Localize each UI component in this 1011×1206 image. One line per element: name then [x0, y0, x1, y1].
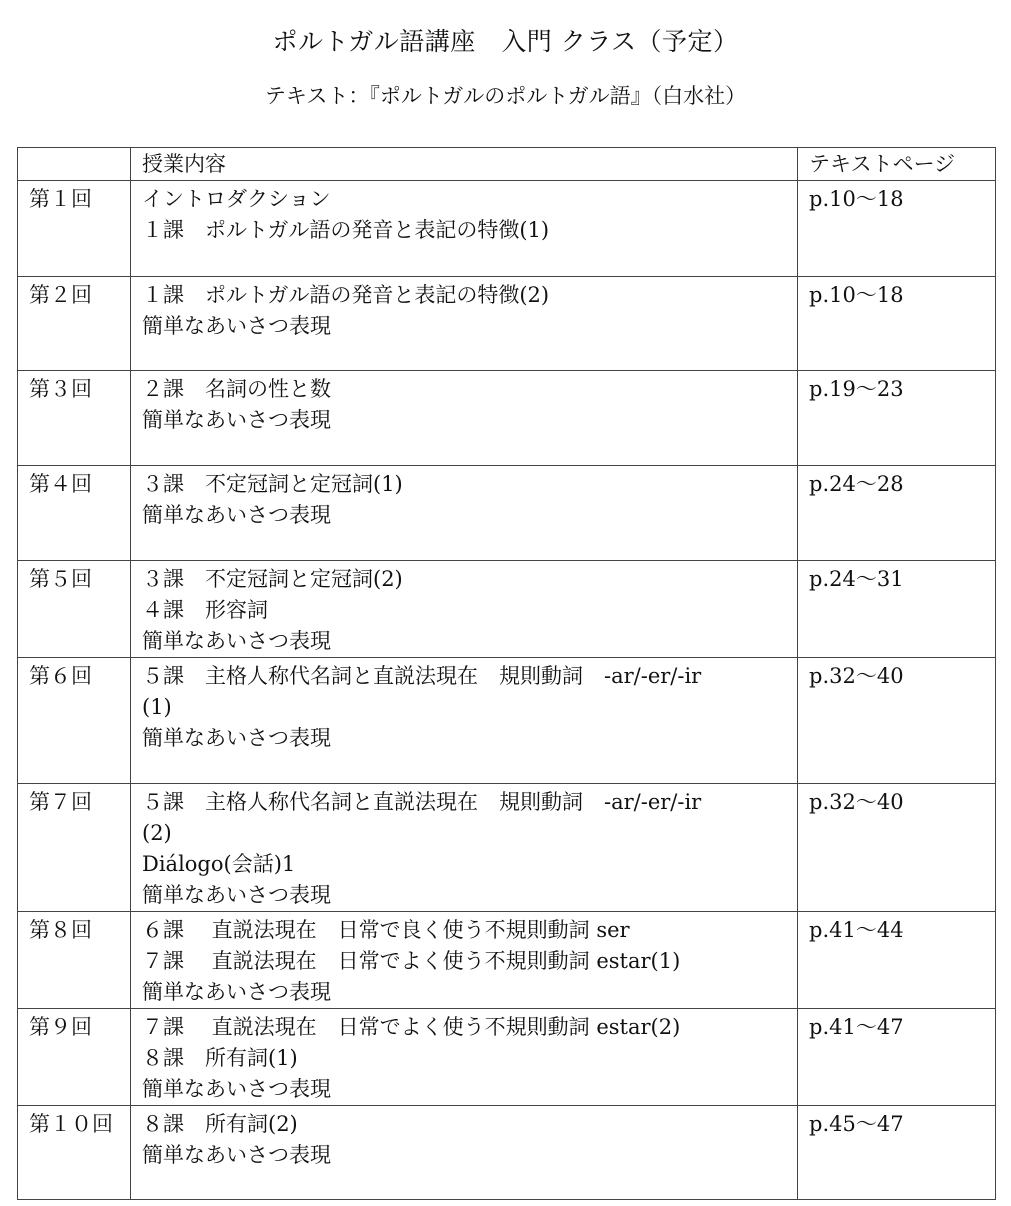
content-line: 簡単なあいさつ表現 — [142, 1077, 331, 1101]
session-cell: 第５回 — [18, 561, 131, 658]
content-line: ５課 主格人称代名詞と直説法現在 規則動詞 -ar/-er/-ir — [142, 790, 702, 814]
content-line: ７課 直説法現在 日常でよく使う不規則動詞 estar(1) — [142, 949, 681, 973]
content-cell — [131, 181, 798, 277]
session-cell: 第２回 — [18, 277, 131, 371]
content-cell — [131, 784, 798, 912]
pages-cell: p.41～44 — [798, 912, 996, 1009]
content-line: 簡単なあいさつ表現 — [142, 503, 331, 527]
pages-cell: p.32～40 — [798, 784, 996, 912]
content-line: 簡単なあいさつ表現 — [142, 629, 331, 653]
table-row — [18, 1106, 996, 1200]
content-line: ４課 形容詞 — [142, 598, 268, 622]
table-row — [18, 466, 996, 561]
content-cell — [131, 561, 798, 658]
table-row — [18, 371, 996, 466]
content-cell — [131, 371, 798, 466]
content-line: Diálogo(会話)1 — [142, 852, 296, 876]
schedule-table — [17, 147, 996, 1200]
header-session — [18, 148, 131, 181]
header-content: 授業内容 — [131, 148, 798, 181]
session-cell: 第１回 — [18, 181, 131, 277]
content-line: イントロダクション — [142, 187, 331, 211]
table-row — [18, 658, 996, 784]
content-line: １課 ポルトガル語の発音と表記の特徴(1) — [142, 218, 550, 242]
header-pages: テキストページ — [798, 148, 996, 181]
content-line: ５課 主格人称代名詞と直説法現在 規則動詞 -ar/-er/-ir — [142, 664, 702, 688]
content-cell — [131, 1106, 798, 1200]
content-line: ６課 直説法現在 日常で良く使う不規則動詞 ser — [142, 918, 630, 942]
pages-cell: p.24～28 — [798, 466, 996, 561]
table-row — [18, 912, 996, 1009]
content-line: ２課 名詞の性と数 — [142, 377, 331, 401]
table-row — [18, 1009, 996, 1106]
session-cell: 第１０回 — [18, 1106, 131, 1200]
pages-cell: p.45～47 — [798, 1106, 996, 1200]
session-cell: 第７回 — [18, 784, 131, 912]
content-line: 簡単なあいさつ表現 — [142, 314, 331, 338]
content-cell — [131, 658, 798, 784]
table-row — [18, 784, 996, 912]
session-cell: 第６回 — [18, 658, 131, 784]
content-line: ３課 不定冠詞と定冠詞(1) — [142, 472, 403, 496]
content-line: ８課 所有詞(2) — [142, 1112, 298, 1136]
content-line: (2) — [142, 821, 172, 845]
content-line: ７課 直説法現在 日常でよく使う不規則動詞 estar(2) — [142, 1015, 681, 1039]
pages-cell: p.24～31 — [798, 561, 996, 658]
pages-cell: p.10～18 — [798, 277, 996, 371]
content-cell — [131, 466, 798, 561]
pages-cell: p.32～40 — [798, 658, 996, 784]
pages-cell: p.19～23 — [798, 371, 996, 466]
content-line: ８課 所有詞(1) — [142, 1046, 298, 1070]
content-line: 簡単なあいさつ表現 — [142, 1143, 331, 1167]
table-row — [18, 181, 996, 277]
pages-cell: p.10～18 — [798, 181, 996, 277]
content-cell — [131, 912, 798, 1009]
pages-cell: p.41～47 — [798, 1009, 996, 1106]
content-line: 簡単なあいさつ表現 — [142, 408, 331, 432]
content-line: 簡単なあいさつ表現 — [142, 726, 331, 750]
session-cell: 第８回 — [18, 912, 131, 1009]
content-line: ３課 不定冠詞と定冠詞(2) — [142, 567, 403, 591]
session-cell: 第４回 — [18, 466, 131, 561]
content-cell — [131, 277, 798, 371]
session-cell: 第９回 — [18, 1009, 131, 1106]
table-row — [18, 561, 996, 658]
content-line: 簡単なあいさつ表現 — [142, 883, 331, 907]
table-header-row — [18, 148, 996, 181]
session-cell: 第３回 — [18, 371, 131, 466]
content-cell — [131, 1009, 798, 1106]
content-line: (1) — [142, 695, 172, 719]
content-line: 簡単なあいさつ表現 — [142, 980, 331, 1004]
document-subtitle: テキスト：『ポルトガルのポルトガル語』（白水社） — [264, 84, 747, 108]
content-line: １課 ポルトガル語の発音と表記の特徴(2) — [142, 283, 550, 307]
document-title: ポルトガル語講座 入門 クラス（予定） — [272, 27, 739, 56]
table-row — [18, 277, 996, 371]
